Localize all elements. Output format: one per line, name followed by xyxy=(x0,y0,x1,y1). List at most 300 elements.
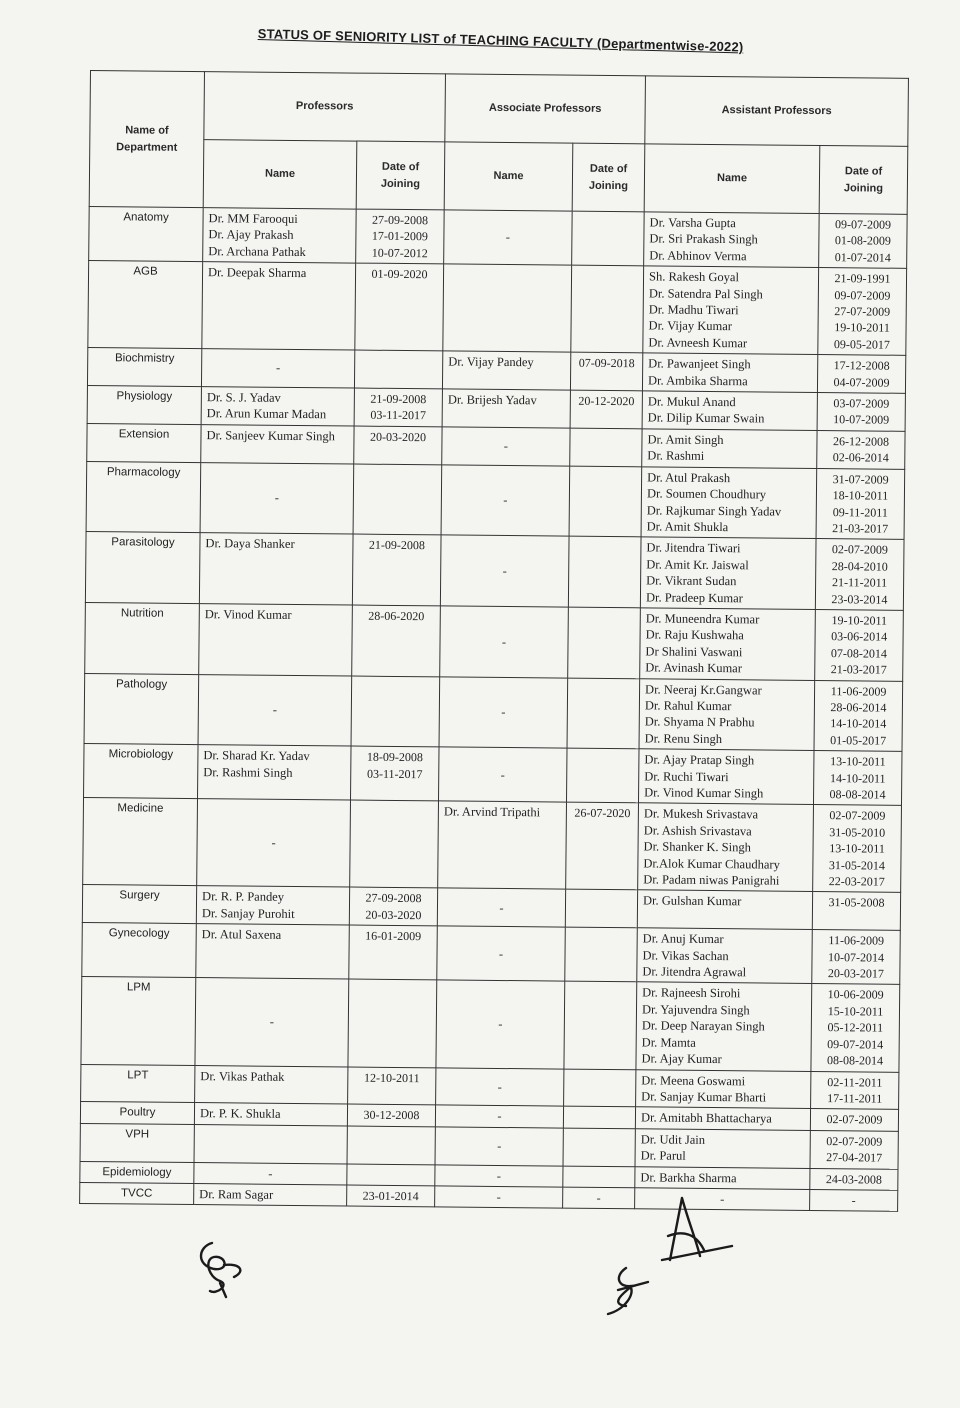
department-cell: Microbiology xyxy=(84,744,199,799)
cell-line: 27-04-2017 xyxy=(826,1150,883,1165)
cell-line: 11-06-2009 xyxy=(828,933,885,948)
cell-line xyxy=(575,539,636,540)
associate-name-cell xyxy=(439,747,568,802)
professor-date-cell xyxy=(347,1126,435,1165)
cell-line: - xyxy=(274,491,280,506)
cell-line: Dr. Vikas Pathak xyxy=(200,1068,285,1084)
cell-line: Dr. Brijesh Yadav xyxy=(447,392,537,408)
cell-line: Dr. Rashmi xyxy=(647,448,705,464)
cell-line: - xyxy=(271,835,276,851)
associate-date-cell xyxy=(565,890,637,929)
cell-line: 09-07-2009 xyxy=(834,287,891,303)
assistant-date-cell xyxy=(812,930,901,985)
associate-name-cell xyxy=(444,210,573,265)
professor-name-cell xyxy=(196,924,350,980)
associate-name-cell xyxy=(438,801,567,889)
cell-line: - xyxy=(501,705,506,720)
assistant-name-cell xyxy=(640,608,816,680)
cell-line: 31-07-2009 xyxy=(832,471,889,487)
cell-line: 30-12-2008 xyxy=(363,1107,420,1123)
cell-line: 21-09-2008 xyxy=(370,391,427,407)
cell-line: 21-03-2017 xyxy=(832,521,889,536)
assistant-name-cell xyxy=(643,266,819,355)
cell-line: 14-10-2014 xyxy=(830,716,887,732)
cell-line: 02-06-2014 xyxy=(832,450,889,465)
assistant-date-cell xyxy=(810,1189,898,1211)
cell-line xyxy=(359,466,436,467)
cell-line: 21-11-2011 xyxy=(832,575,888,590)
cell-line: 12-10-2011 xyxy=(364,1070,420,1085)
cell-line xyxy=(576,431,637,432)
cell-line: Dr. Vinod Kumar xyxy=(204,607,292,622)
cell-line: 19-10-2011 xyxy=(834,320,890,336)
cell-line: 24-03-2008 xyxy=(825,1171,882,1187)
cell-line: Sh. Rakesh Goyal xyxy=(648,269,740,285)
cell-line: Dr. Amit Kr. Jaiswal xyxy=(646,557,749,573)
associate-date-cell xyxy=(572,211,645,266)
cell-line: Dr. Daya Shanker xyxy=(205,536,295,552)
professor-date-cell xyxy=(354,426,442,465)
assistant-name-cell xyxy=(635,1107,810,1130)
cell-line: Dr. Sharad Kr. Yadav xyxy=(203,748,310,764)
professor-date-cell xyxy=(347,1185,435,1207)
associate-name-cell xyxy=(442,427,570,466)
table-row xyxy=(84,744,903,806)
cell-line: Dr. Arvind Tripathi xyxy=(443,804,541,820)
assistant-name-cell xyxy=(642,353,817,392)
professor-name-cell xyxy=(195,1065,348,1104)
assistant-date-cell xyxy=(810,1168,898,1190)
cell-line: 31-05-2010 xyxy=(829,824,886,840)
cell-line: 10-06-2009 xyxy=(827,987,884,1003)
department-cell: Surgery xyxy=(82,885,196,924)
assistant-name-cell xyxy=(637,928,813,984)
header-assistant-professors: Assistant Professors xyxy=(645,76,909,147)
professor-name-cell xyxy=(199,604,353,676)
cell-line: Dr. Shyama N Prabhu xyxy=(644,714,755,730)
cell-line: 18-10-2011 xyxy=(832,488,889,503)
cell-line: 20-03-2020 xyxy=(365,907,422,923)
cell-line: 09-11-2011 xyxy=(832,504,888,520)
document-title: STATUS OF SENIORITY LIST of TEACHING FACULTY (Departmentwise-2022) xyxy=(257,26,744,55)
department-cell: Biochmistry xyxy=(87,348,201,387)
table-row xyxy=(89,206,908,268)
department-cell: Nutrition xyxy=(85,602,200,674)
professor-name-cell xyxy=(198,674,352,746)
assistant-date-cell xyxy=(813,805,902,893)
cell-line: Dr. Sanjay Kumar Bharti xyxy=(641,1089,767,1105)
associate-date-cell xyxy=(563,1166,635,1188)
assistant-date-cell xyxy=(815,609,904,680)
associate-name-cell xyxy=(442,351,570,390)
cell-line: Dr. Archana Pathak xyxy=(208,243,306,259)
assistant-name-cell xyxy=(636,982,812,1071)
cell-line: 02-11-2011 xyxy=(827,1074,883,1090)
associate-date-cell xyxy=(570,428,642,467)
assistant-name-cell xyxy=(636,1069,811,1108)
cell-line: - xyxy=(498,1017,503,1032)
cell-line: Dr. Arun Kumar Madan xyxy=(206,406,327,422)
professor-name-cell xyxy=(201,424,354,463)
professor-name-cell xyxy=(194,1124,347,1163)
cell-line xyxy=(568,1168,629,1169)
assistant-date-cell xyxy=(817,393,905,432)
department-cell: Medicine xyxy=(83,798,198,886)
professor-date-cell xyxy=(353,464,442,535)
cell-line: 07-09-2018 xyxy=(578,355,635,371)
cell-line: 02-07-2009 xyxy=(829,808,886,824)
cell-line xyxy=(573,680,634,681)
cell-line: Dr. Renu Singh xyxy=(644,731,723,746)
cell-line: 02-07-2009 xyxy=(831,542,889,557)
assistant-date-cell xyxy=(817,430,905,469)
cell-line: 09-07-2014 xyxy=(827,1036,884,1052)
associate-date-cell xyxy=(569,466,642,537)
table-row xyxy=(85,602,904,680)
cell-line: Dr. Ashish Srivastava xyxy=(643,823,752,839)
cell-line xyxy=(574,610,635,611)
cell-line: Dr. Rajneesh Sirohi xyxy=(642,985,741,1001)
cell-line: Dr. Pradeep Kumar xyxy=(645,589,743,605)
professor-date-cell xyxy=(347,1104,435,1126)
professor-name-cell xyxy=(203,208,357,264)
cell-line: Dr. Raju Kushwaha xyxy=(645,627,744,643)
cell-line: 08-08-2014 xyxy=(826,1053,884,1068)
professor-date-cell xyxy=(350,800,439,888)
assistant-name-cell xyxy=(642,429,817,468)
professor-date-cell xyxy=(347,1164,435,1186)
assistant-date-cell xyxy=(819,214,908,269)
associate-date-cell xyxy=(570,352,642,391)
cell-line: - xyxy=(501,634,507,649)
cell-line: Dr. Vikrant Sudan xyxy=(646,573,737,589)
assistant-date-cell xyxy=(817,355,905,394)
cell-line: 20-03-2020 xyxy=(369,429,427,445)
cell-line: 09-05-2017 xyxy=(833,336,890,352)
header-asst-date: Date of Joining xyxy=(819,146,908,215)
cell-line: 31-05-2008 xyxy=(828,895,885,911)
assistant-date-cell xyxy=(814,680,903,751)
professor-name-cell xyxy=(196,886,349,925)
cell-line: Dr. Abhinov Verma xyxy=(649,248,747,264)
cell-line: 17-01-2009 xyxy=(371,229,428,244)
associate-name-cell xyxy=(435,1127,563,1166)
cell-line: 16-01-2009 xyxy=(365,928,422,944)
cell-line: Dr. Ram Sagar xyxy=(199,1187,274,1202)
seniority-table xyxy=(79,70,909,1212)
associate-name-cell xyxy=(436,980,565,1068)
department-cell: Parasitology xyxy=(85,532,200,604)
associate-date-cell xyxy=(567,748,640,803)
cell-line: - xyxy=(497,1138,502,1153)
cell-line: - xyxy=(497,1109,502,1124)
cell-line: 01-05-2017 xyxy=(830,732,887,748)
cell-line: 10-07-2012 xyxy=(371,245,428,261)
cell-line: - xyxy=(851,1193,856,1208)
professor-name-cell xyxy=(197,799,351,887)
associate-date-cell xyxy=(566,803,639,891)
cell-line: 09-07-2009 xyxy=(835,217,892,232)
assistant-name-cell xyxy=(635,1166,810,1189)
cell-line xyxy=(569,1130,630,1131)
cell-line: 21-09-2008 xyxy=(368,538,426,553)
cell-line: - xyxy=(499,900,504,915)
cell-line: - xyxy=(272,702,278,717)
associate-date-cell xyxy=(570,390,642,429)
cell-line: Dr. Avinash Kumar xyxy=(645,660,743,676)
department-cell: Poultry xyxy=(80,1102,194,1124)
associate-date-cell xyxy=(564,1069,636,1108)
associate-date-cell xyxy=(564,982,637,1070)
cell-line: Dr. Rajkumar Singh Yadav xyxy=(646,502,782,519)
cell-line: Dr. Vijay Pandey xyxy=(448,354,534,370)
professor-name-cell xyxy=(201,387,354,426)
cell-line: Dr. Mukul Anand xyxy=(647,394,736,410)
professor-name-cell xyxy=(201,349,354,388)
cell-line: Dr.Alok Kumar Chaudhary xyxy=(643,855,780,872)
cell-line xyxy=(354,982,431,983)
cell-line: Dr. Neeraj Kr.Gangwar xyxy=(645,681,762,698)
cell-line: Dr. Deep Narayan Singh xyxy=(641,1018,765,1034)
cell-line: Dr. Jitendra Tiwari xyxy=(646,540,741,556)
cell-line: - xyxy=(503,439,509,454)
cell-line: 27-07-2009 xyxy=(834,304,891,319)
cell-line xyxy=(577,268,638,269)
associate-date-cell xyxy=(568,536,641,607)
assistant-name-cell xyxy=(637,890,812,929)
cell-line: Dr. Vikas Sachan xyxy=(642,948,729,963)
cell-line: 21-09-1991 xyxy=(834,271,891,286)
cell-line: - xyxy=(268,1166,273,1181)
cell-line: 03-11-2017 xyxy=(366,766,423,781)
professor-date-cell xyxy=(349,925,438,980)
cell-line xyxy=(200,1143,342,1144)
cell-line: 01-09-2020 xyxy=(371,266,428,282)
professor-date-cell xyxy=(355,263,444,351)
cell-line: - xyxy=(269,1015,275,1030)
cell-line: - xyxy=(502,563,507,578)
cell-line: 26-07-2020 xyxy=(574,806,631,821)
assistant-name-cell xyxy=(639,678,815,750)
cell-line: 28-04-2010 xyxy=(831,558,888,574)
associate-name-cell xyxy=(435,1164,563,1187)
professor-name-cell xyxy=(194,1162,347,1185)
assistant-name-cell xyxy=(635,1129,810,1168)
cell-line: Dr. Muneendra Kumar xyxy=(645,611,760,627)
cell-line: 15-10-2011 xyxy=(827,1004,884,1019)
cell-line: 23-01-2014 xyxy=(362,1188,419,1204)
associate-name-cell xyxy=(435,1186,563,1209)
cell-line: 17-12-2008 xyxy=(833,358,890,373)
associate-date-cell xyxy=(565,927,638,982)
cell-line: 23-03-2014 xyxy=(831,591,888,607)
cell-line: Dr. Anuj Kumar xyxy=(642,931,724,947)
associate-name-cell xyxy=(437,888,565,927)
cell-line: Dr. Avneesh Kumar xyxy=(648,335,748,351)
table-row xyxy=(88,261,907,356)
professor-date-cell xyxy=(352,605,441,676)
assistant-date-cell xyxy=(815,539,904,610)
cell-line: Dr. P. K. Shukla xyxy=(199,1106,281,1122)
associate-name-cell xyxy=(442,389,570,428)
cell-line: Dr. Varsha Gupta xyxy=(649,215,736,231)
header-prof-date: Date of Joining xyxy=(356,141,445,210)
cell-line: 11-06-2009 xyxy=(830,683,887,699)
cell-line: 28-06-2014 xyxy=(830,700,887,715)
cell-line: Dr. Udit Jain xyxy=(640,1132,706,1147)
header-assoc-name: Name xyxy=(444,142,573,211)
cell-line: Dr. Ambika Sharma xyxy=(647,373,748,388)
cell-line: 17-11-2011 xyxy=(827,1091,883,1106)
cell-line: 03-06-2014 xyxy=(831,629,888,645)
department-cell: AGB xyxy=(88,261,203,349)
cell-line xyxy=(357,678,434,679)
cell-line: Dr. Satendra Pal Singh xyxy=(648,286,763,302)
cell-line: 13-10-2011 xyxy=(830,754,886,769)
department-cell: Gynecology xyxy=(82,923,197,978)
cell-line: Dr. Ajay Kumar xyxy=(641,1051,722,1067)
header-prof-name: Name xyxy=(203,140,357,209)
cell-line: 19-10-2011 xyxy=(831,613,888,628)
cell-line: Dr. Rashmi Singh xyxy=(203,764,293,780)
cell-line: Dr. Yajuvendra Singh xyxy=(641,1002,750,1018)
department-cell: LPM xyxy=(81,977,196,1065)
cell-line: 02-07-2009 xyxy=(826,1133,883,1149)
cell-line: Dr. Sanjay Purohit xyxy=(201,905,295,921)
cell-line: Dr. Meena Goswami xyxy=(641,1072,746,1088)
assistant-date-cell xyxy=(810,1109,898,1131)
cell-line: 28-06-2020 xyxy=(368,608,425,624)
cell-line: Dr. Mukesh Srivastava xyxy=(643,806,759,822)
cell-line: 18-09-2008 xyxy=(366,749,423,765)
table-row xyxy=(85,532,904,610)
associate-date-cell xyxy=(563,1128,635,1167)
cell-line: Dr. MM Farooqui xyxy=(208,211,298,227)
associate-name-cell xyxy=(439,676,568,748)
professor-name-cell xyxy=(199,533,353,605)
cell-line: Dr. Rahul Kumar xyxy=(644,698,732,714)
department-cell: Anatomy xyxy=(89,206,204,261)
right-signature xyxy=(600,1190,750,1320)
associate-name-cell xyxy=(443,264,572,352)
assistant-name-cell xyxy=(638,803,814,892)
table-row xyxy=(82,923,901,985)
cell-line: Dr. Vijay Kumar xyxy=(648,318,733,334)
cell-line: Dr. Barkha Sharma xyxy=(640,1169,737,1185)
assistant-name-cell xyxy=(641,467,817,539)
department-cell: Epidemiology xyxy=(80,1161,194,1183)
associate-date-cell xyxy=(571,265,644,353)
cell-line xyxy=(449,308,566,309)
cell-line: - xyxy=(596,1190,601,1205)
cell-line: - xyxy=(496,1168,502,1183)
cell-line: 04-07-2009 xyxy=(833,374,890,390)
table-row xyxy=(84,673,903,751)
cell-line: Dr. Vinod Kumar Singh xyxy=(644,785,764,801)
cell-line: 02-07-2009 xyxy=(826,1112,883,1127)
professor-name-cell xyxy=(202,262,356,350)
table-row xyxy=(86,461,905,539)
cell-line: Dr. Ruchi Tiwari xyxy=(644,768,729,784)
cell-line: Dr. Amitabh Bhattacharya xyxy=(640,1110,772,1126)
assistant-date-cell xyxy=(811,984,900,1072)
cell-line: 10-07-2014 xyxy=(827,949,885,965)
header-asst-name: Name xyxy=(644,144,820,214)
cell-line: Dr. Amit Singh xyxy=(647,432,724,447)
professor-date-cell xyxy=(348,1067,436,1106)
cell-line xyxy=(578,214,639,215)
cell-line: 26-12-2008 xyxy=(832,434,890,449)
associate-name-cell xyxy=(436,1067,564,1106)
cell-line xyxy=(573,751,634,752)
cell-line xyxy=(356,803,433,804)
cell-line: - xyxy=(496,1189,501,1204)
assistant-name-cell xyxy=(644,212,820,268)
cell-line: 27-09-2008 xyxy=(365,891,422,906)
associate-date-cell xyxy=(567,678,640,749)
assistant-date-cell xyxy=(810,1130,898,1169)
professor-name-cell xyxy=(195,978,349,1066)
professor-date-cell xyxy=(354,350,442,389)
cell-line: Dr. Madhu Tiwari xyxy=(648,302,739,318)
cell-line: 13-10-2011 xyxy=(829,841,885,856)
cell-line: Dr. Amit Shukla xyxy=(646,519,729,535)
header-professors: Professors xyxy=(204,72,446,142)
cell-line xyxy=(571,892,632,893)
department-cell: LPT xyxy=(81,1064,195,1103)
cell-line xyxy=(569,1109,630,1110)
professor-date-cell xyxy=(349,887,437,926)
cell-line: 21-03-2017 xyxy=(830,662,887,677)
cell-line: Dr. Jitendra Agrawal xyxy=(642,964,747,980)
associate-name-cell xyxy=(440,606,569,678)
cell-line: Dr. Mamta xyxy=(641,1035,696,1050)
cell-line: - xyxy=(505,230,511,245)
department-cell: Extension xyxy=(87,423,201,462)
professor-name-cell xyxy=(194,1103,347,1126)
department-cell: VPH xyxy=(80,1123,194,1162)
department-cell: Physiology xyxy=(87,386,201,425)
cell-line: - xyxy=(500,767,505,782)
professor-date-cell xyxy=(356,209,445,264)
cell-line xyxy=(570,984,631,985)
cell-line: Dr. Sanjeev Kumar Singh xyxy=(206,428,336,444)
associate-name-cell xyxy=(440,535,569,607)
associate-name-cell xyxy=(437,926,566,981)
cell-line: 22-03-2017 xyxy=(828,874,885,889)
cell-line xyxy=(569,1071,630,1072)
cell-line: Dr. R. P. Pandey xyxy=(202,889,285,905)
cell-line: 07-08-2014 xyxy=(830,645,888,661)
associate-date-cell xyxy=(568,607,641,678)
assistant-date-cell xyxy=(811,1071,899,1110)
cell-line: Dr. Shanker K. Singh xyxy=(643,839,751,855)
cell-line: Dr. Pawanjeet Singh xyxy=(648,356,751,372)
assistant-date-cell xyxy=(816,468,905,539)
cell-line: - xyxy=(498,946,504,961)
assistant-name-cell xyxy=(639,749,815,805)
professor-name-cell xyxy=(194,1183,347,1206)
cell-line: 20-03-2017 xyxy=(827,966,884,981)
cell-line: - xyxy=(503,493,508,508)
cell-line xyxy=(353,1128,430,1129)
cell-line xyxy=(575,468,636,469)
assistant-date-cell xyxy=(813,751,902,806)
cell-line: Dr. Atul Prakash xyxy=(647,470,731,485)
assistant-date-cell xyxy=(812,892,900,931)
cell-line: Dr. Sri Prakash Singh xyxy=(649,231,758,247)
cell-line: 01-07-2014 xyxy=(834,249,891,265)
